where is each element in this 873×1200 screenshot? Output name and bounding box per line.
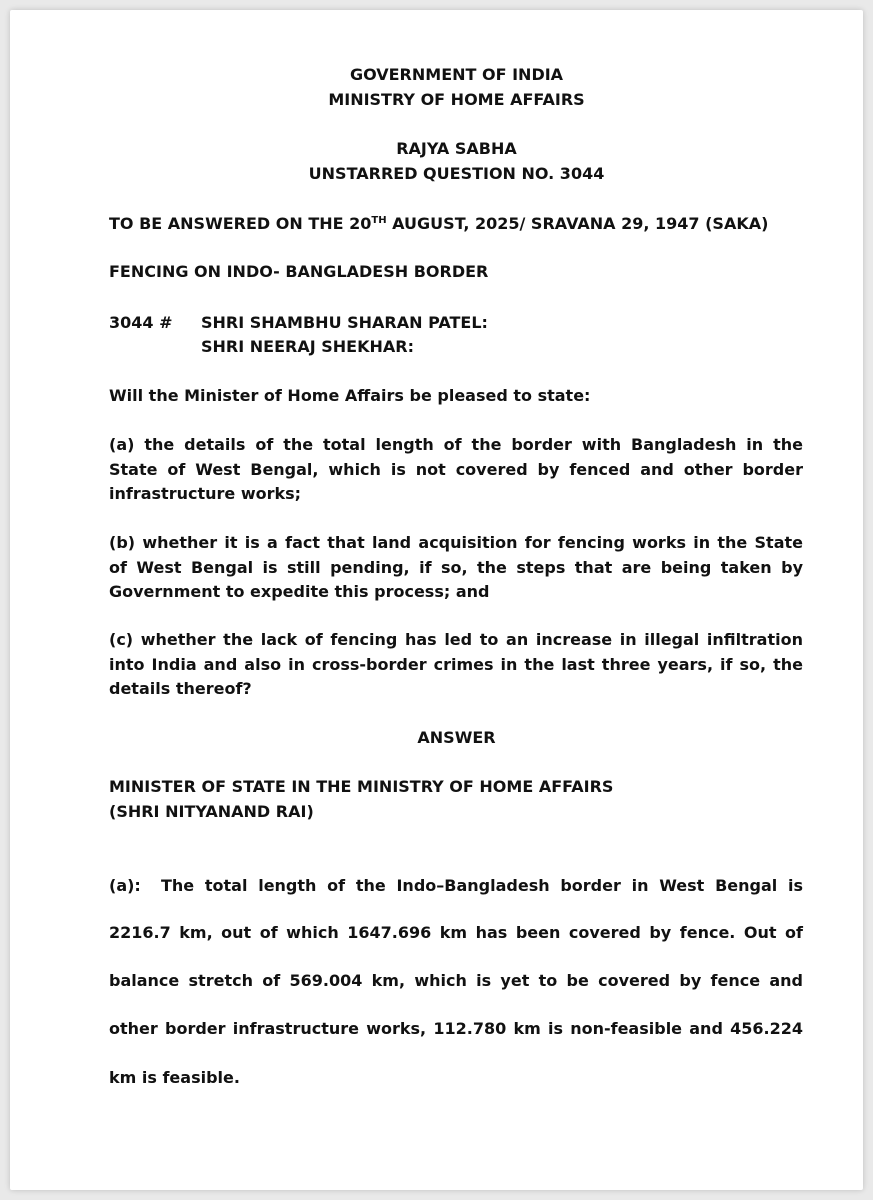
question-part-a-line: State of West Bengal, which is not covered by fenced and other border	[109, 460, 803, 479]
date-superscript: TH	[371, 215, 387, 226]
question-type-heading: UNSTARRED QUESTION NO. 3044	[308, 164, 605, 183]
answer-part-a-line: other border infrastructure works, 112.780 km is non-feasible and 456.224	[109, 1019, 803, 1038]
house-heading: RAJYA SABHA	[396, 139, 517, 158]
question-number: 3044 #	[109, 313, 173, 332]
question-number-row	[109, 313, 488, 333]
question-part-c-line: (c) whether the lack of fencing has led to an increase in illegal infiltration	[109, 630, 803, 649]
ministry-heading: MINISTRY OF HOME AFFAIRS	[328, 90, 585, 109]
answer-part-a-line: (a): The total length of the Indo–Bangladesh border in West Bengal is	[109, 876, 803, 895]
question-part-b-line: of West Bengal is still pending, if so, the steps that are being taken by	[109, 558, 803, 577]
member-name: SHRI SHAMBHU SHARAN PATEL:	[201, 313, 488, 332]
question-part-c-line: details thereof?	[109, 679, 252, 698]
question-part-c-line: into India and also in cross-border crimes in the last three years, if so, the	[109, 655, 803, 674]
question-part-b-line: Government to expedite this process; and	[109, 582, 490, 601]
question-intro: Will the Minister of Home Affairs be pleased to state:	[109, 386, 591, 405]
minister-title: MINISTER OF STATE IN THE MINISTRY OF HOME AFFAIRS	[109, 777, 614, 796]
subject-title: FENCING ON INDO- BANGLADESH BORDER	[109, 262, 489, 281]
answer-heading: ANSWER	[417, 728, 496, 747]
member-name: SHRI NEERAJ SHEKHAR:	[201, 337, 414, 356]
minister-name: (SHRI NITYANAND RAI)	[109, 802, 314, 821]
answer-part-a-label: (a):	[109, 876, 141, 895]
question-part-b-line: (b) whether it is a fact that land acquisition for fencing works in the State	[109, 533, 803, 552]
question-part-a-line: (a) the details of the total length of the border with Bangladesh in the	[109, 435, 803, 454]
question-part-a-line: infrastructure works;	[109, 484, 302, 503]
answer-part-a-line: km is feasible.	[109, 1068, 240, 1087]
answer-part-a-line: 2216.7 km, out of which 1647.696 km has been covered by fence. Out of	[109, 923, 803, 942]
answer-date: TO BE ANSWERED ON THE 20TH AUGUST, 2025/ SRAVANA 29, 1947 (SAKA)	[109, 214, 769, 233]
government-heading: GOVERNMENT OF INDIA	[349, 65, 564, 84]
answer-part-a-line: balance stretch of 569.004 km, which is yet to be covered by fence and	[109, 971, 803, 990]
